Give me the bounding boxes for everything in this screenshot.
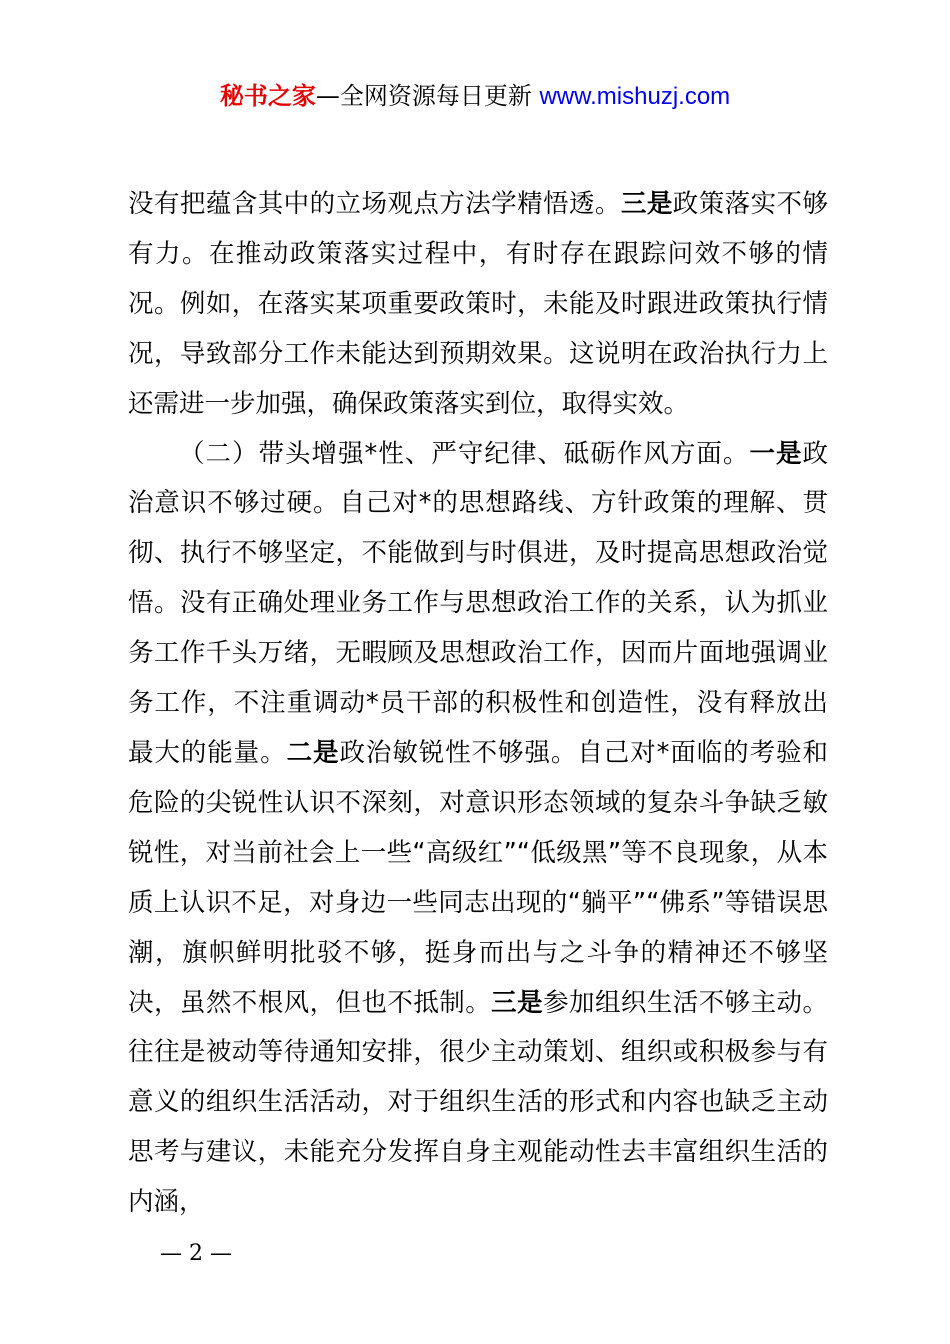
page-number: — 2 — — [160, 1241, 232, 1266]
paragraph-emphasis: 二是 — [286, 737, 340, 768]
paragraph-emphasis: 三是 — [620, 189, 673, 219]
page-header — [0, 80, 950, 113]
header-tagline: —全网资源每日更新 — [315, 82, 540, 110]
paragraph-emphasis: 三是 — [491, 987, 544, 1018]
header-url[interactable]: www.mishuzj.com — [539, 83, 731, 110]
paragraph-text: 没有把蕴含其中的立场观点方法学精悟透。 — [128, 189, 621, 219]
paragraph-text: 政治意识不够过硬。自己对*的思想路线、方针政策的理解、贯彻、执行不够坚定，不能做到与时俱进，及时提高思想政治觉悟。没有正确处理业务工作与思想政治工作的关系，认为抓业务工作千头万绪，无暇顾及思想政治工作，因而片面地强调业务工作，不注重调动*员干部的积极性和创造性，没有释放出最大的能量。 — [128, 438, 828, 768]
paragraph-text: 政策落实不够有力。在推动政策落实过程中，有时存在跟踪问效不够的情况。例如，在落实某项重要政策时，未能及时跟进政策执行情况，导致部分工作未能达到预期效果。这说明在政治执行力上还需进一步加强，确保政策落实到位，取得实效。 — [128, 189, 828, 419]
header-brand: 秘书之家 — [219, 82, 316, 110]
paragraph-text: 政治敏锐性不够强。自己对*面临的考验和危险的尖锐性认识不深刻，对意识形态领域的复杂斗争缺乏敏锐性，对当前社会上一些“高级红”“低级黑”等不良现象，从本质上认识不足，对身边一些同志出现的“躺平”“佛系”等错误思潮，旗帜鲜明批驳不够，挺身而出与之斗争的精神还不够坚决，虽然不根风，但也不抵制。 — [128, 737, 828, 1018]
paragraph-emphasis: 一是 — [749, 438, 803, 469]
section-heading: （二）带头增强*性、严守纪律、砥砺作风方面。 — [179, 438, 750, 469]
paragraph-continuation — [128, 180, 828, 430]
paragraph-section-two — [128, 430, 828, 1229]
paragraph-text: 参加组织生活不够主动。往往是被动等待通知安排，很少主动策划、组织或积极参与有意义的组织生活活动，对于组织生活的形式和内容也缺乏主动思考与建议，未能充分发挥自身主观能动性去丰富组织生活的内涵， — [128, 987, 828, 1218]
document-body — [128, 180, 828, 1228]
